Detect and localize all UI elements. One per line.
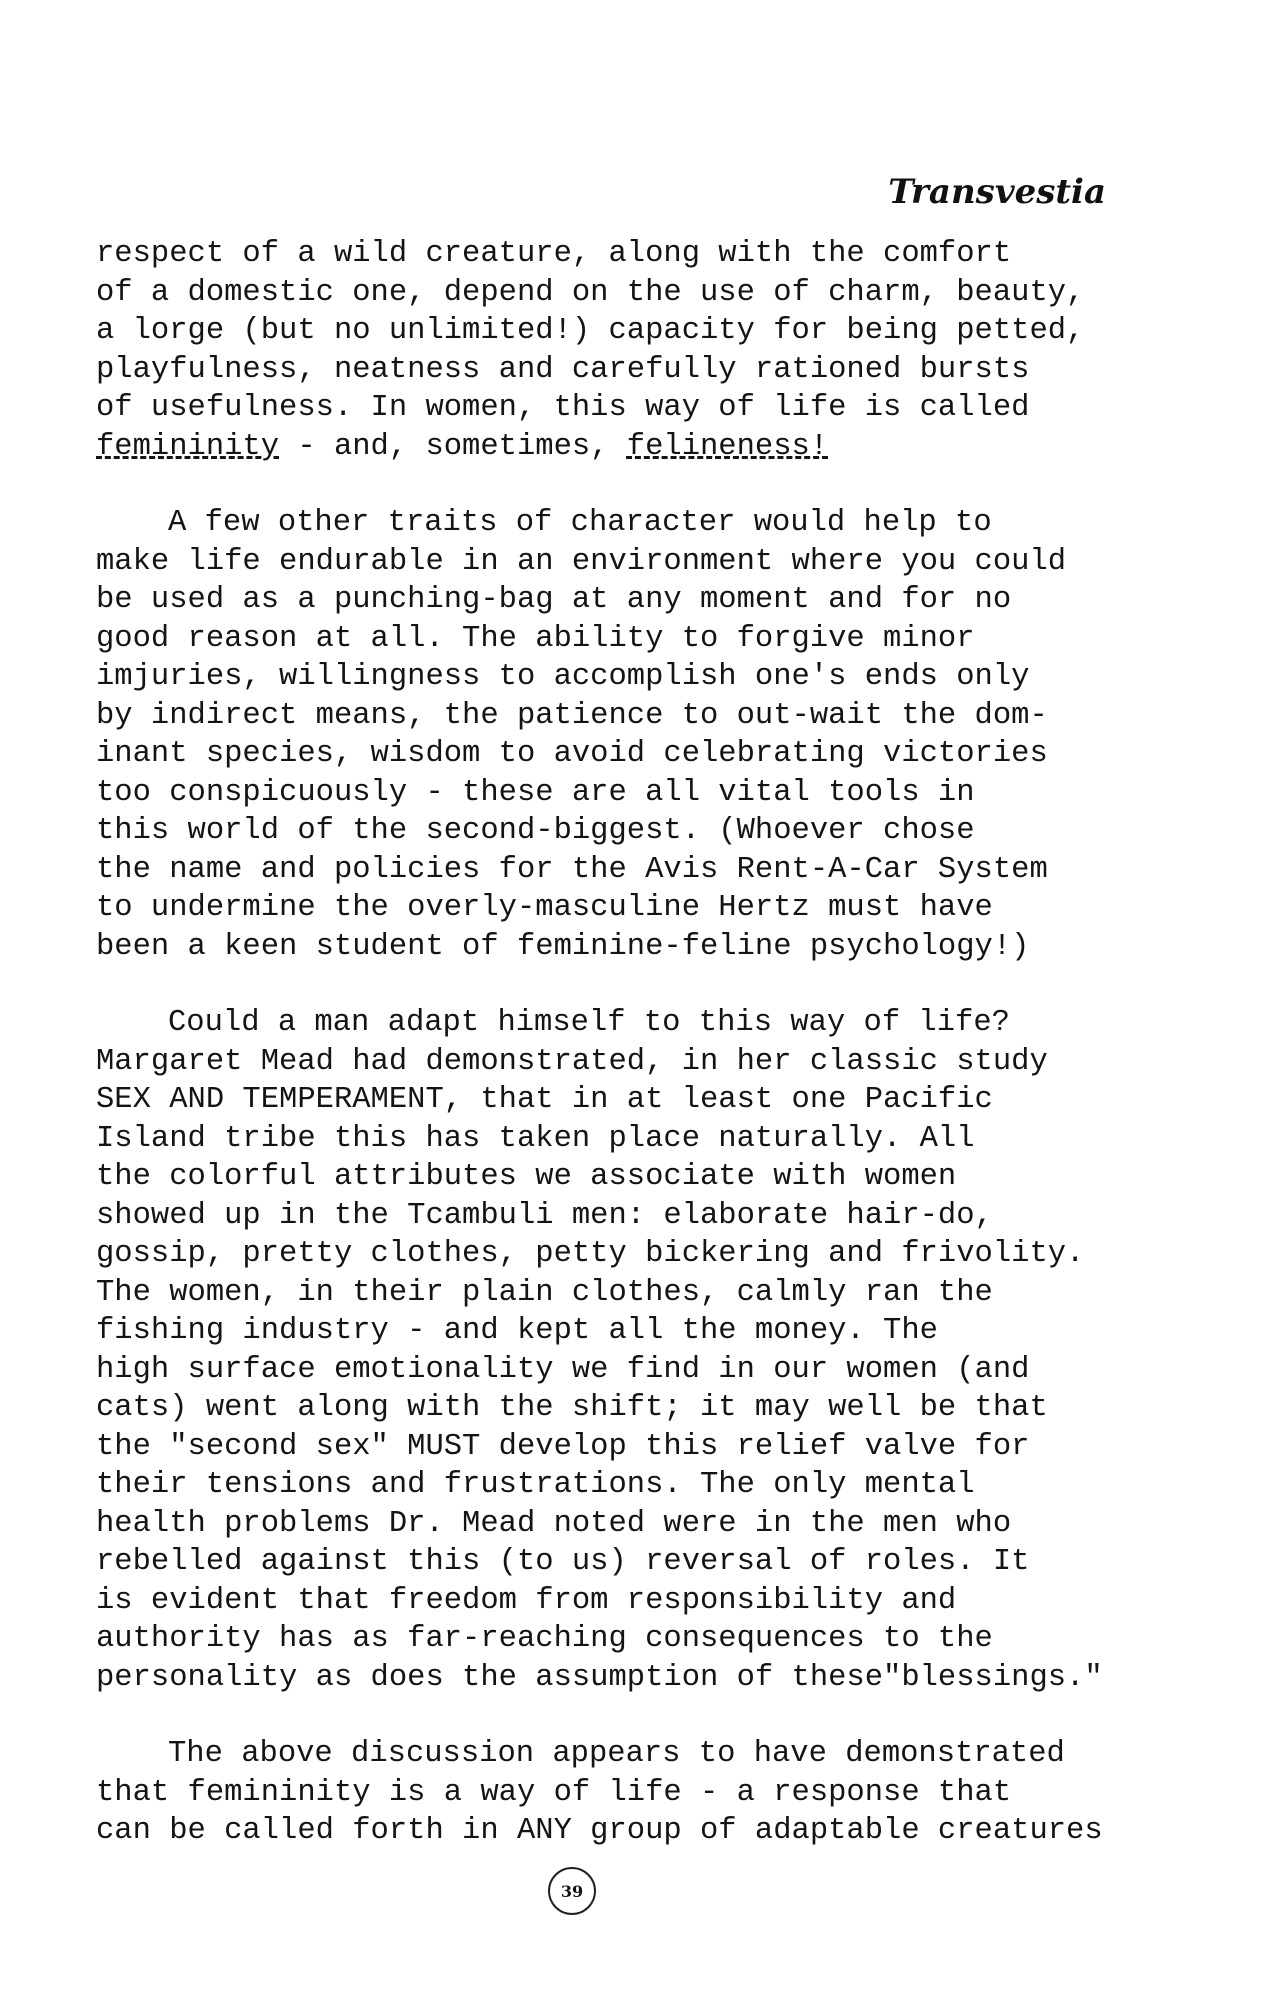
text-line: the name and policies for the Avis Rent-A-Car System <box>96 852 1048 887</box>
text-line: by indirect means, the patience to out-wait the dom- <box>96 698 1048 733</box>
text-line: the "second sex" MUST develop this relief valve for <box>96 1429 1030 1464</box>
text-line: make life endurable in an environment where you could <box>96 544 1067 579</box>
text-line: of a domestic one, depend on the use of charm, beauty, <box>96 275 1085 310</box>
text-line: of usefulness. In women, this way of life is called <box>96 391 1030 425</box>
text-line: rebelled against this (to us) reversal of roles. It <box>96 1545 1030 1579</box>
paragraph-1 <box>96 235 1186 466</box>
text-line: that femininity is a way of life - a response that <box>96 1775 1012 1810</box>
text-line: this world of the second-biggest. (Whoever chose <box>96 814 975 848</box>
underlined-word-femininity: femininity <box>96 429 280 464</box>
text-line: the colorful attributes we associate with women <box>96 1160 957 1194</box>
text-line: been a keen student of feminine-feline psychology!) <box>96 929 1030 964</box>
text-line: is evident that freedom from responsibility and <box>96 1583 957 1618</box>
text-line: The women, in their plain clothes, calmly ran the <box>96 1275 993 1310</box>
text-line: cats) went along with the shift; it may well be that <box>96 1391 1048 1425</box>
masthead-title: Transvestia <box>888 172 1106 212</box>
text-line: their tensions and frustrations. The only mental <box>96 1468 975 1502</box>
underlined-word-felineness: felineness! <box>626 429 829 464</box>
text-line: Margaret Mead had demonstrated, in her classic study <box>96 1044 1048 1079</box>
text-line: A few other traits of character would help to <box>168 506 992 540</box>
paragraph-2 <box>96 504 1186 966</box>
text-line <box>96 428 1186 467</box>
text-line: can be called forth in ANY group of adaptable creatures <box>96 1814 1103 1848</box>
text-line: Island tribe this has taken place naturally. All <box>96 1121 975 1156</box>
text-line: respect of a wild creature, along with the comfort <box>96 237 1012 271</box>
text-line: high surface emotionality we find in our women (and <box>96 1352 1030 1387</box>
line-middle-text: - and, sometimes, <box>279 429 627 464</box>
text-line: inant species, wisdom to avoid celebrating victories <box>96 737 1048 771</box>
text-line: personality as does the assumption of these"blessings." <box>96 1660 1103 1695</box>
paragraph-4 <box>96 1735 1186 1851</box>
body-text <box>96 235 1186 1889</box>
text-line: playfulness, neatness and carefully rationed bursts <box>96 352 1030 387</box>
text-line: showed up in the Tcambuli men: elaborate hair-do, <box>96 1198 993 1233</box>
text-line: authority has as far-reaching consequences to the <box>96 1622 993 1656</box>
text-line: too conspicuously - these are all vital tools in <box>96 775 975 810</box>
text-line: SEX AND TEMPERAMENT, that in at least one Pacific <box>96 1083 993 1117</box>
text-line: imjuries, willingness to accomplish one's ends only <box>96 660 1030 694</box>
text-line: be used as a punching-bag at any moment and for no <box>96 583 1012 617</box>
text-line: gossip, pretty clothes, petty bickering and frivolity. <box>96 1237 1085 1271</box>
page-number-badge: 39 <box>548 1867 596 1915</box>
text-line: The above discussion appears to have demonstrated <box>168 1737 1065 1771</box>
text-line: to undermine the overly-masculine Hertz must have <box>96 891 993 925</box>
paragraph-3 <box>96 1004 1186 1697</box>
text-line: fishing industry - and kept all the money. The <box>96 1314 938 1348</box>
text-line: good reason at all. The ability to forgive minor <box>96 621 975 656</box>
text-line: health problems Dr. Mead noted were in the men who <box>96 1506 1012 1541</box>
text-line: a lorge (but no unlimited!) capacity for being petted, <box>96 314 1085 348</box>
text-line: Could a man adapt himself to this way of life? <box>168 1006 1010 1040</box>
